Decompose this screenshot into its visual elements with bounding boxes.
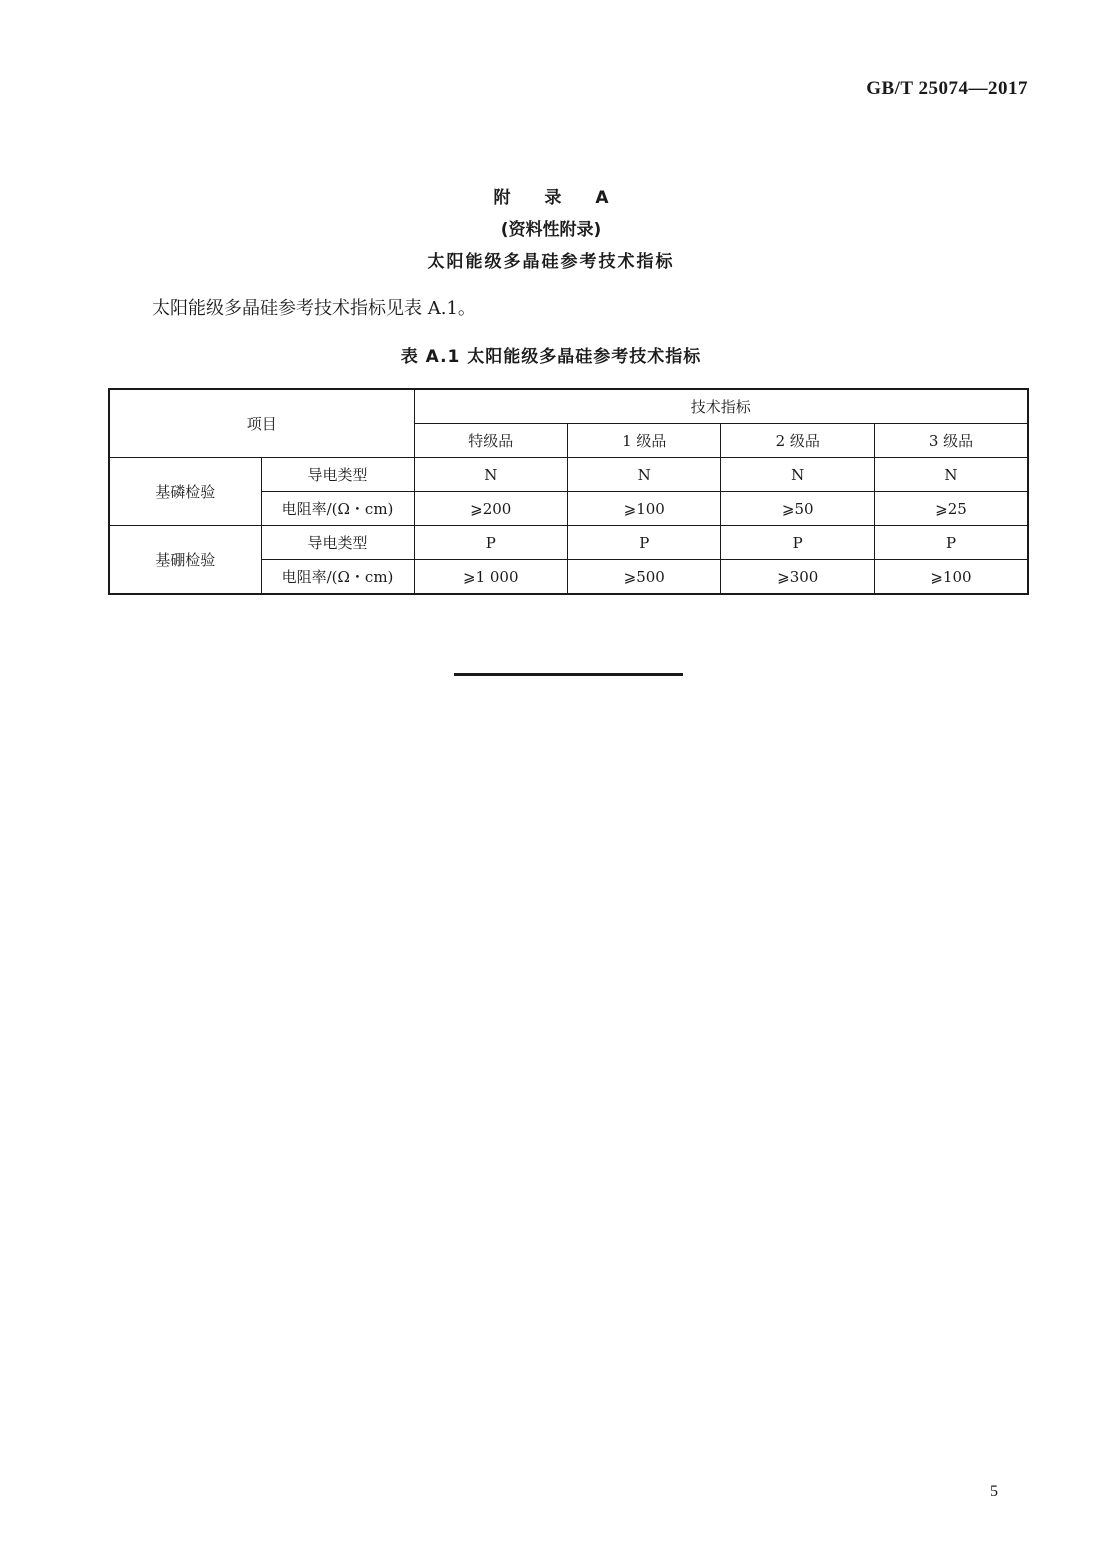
value-cell: P <box>414 526 567 560</box>
value-cell: N <box>414 458 567 492</box>
spec-header-cell: 技术指标 <box>414 389 1028 424</box>
value-cell: P <box>721 526 874 560</box>
grade-header-cell: 特级品 <box>414 424 567 458</box>
value-cell: N <box>874 458 1028 492</box>
value-cell: ⩾300 <box>721 560 874 595</box>
table-row <box>109 526 1028 560</box>
group-label-cell: 基磷检验 <box>109 458 261 526</box>
spec-table <box>108 388 1029 595</box>
grade-header-cell: 1 级品 <box>568 424 721 458</box>
grade-header-cell: 2 级品 <box>721 424 874 458</box>
table-header-row <box>109 389 1028 424</box>
grade-header-cell: 3 级品 <box>874 424 1028 458</box>
row-label-cell: 电阻率/(Ω・cm) <box>261 492 414 526</box>
appendix-type: (资料性附录) <box>500 220 602 240</box>
row-label-cell: 导电类型 <box>261 458 414 492</box>
appendix-heading: 太阳能级多晶硅参考技术指标 <box>427 252 675 272</box>
table-row <box>109 458 1028 492</box>
value-cell: ⩾50 <box>721 492 874 526</box>
row-label-cell: 电阻率/(Ω・cm) <box>261 560 414 595</box>
value-cell: ⩾100 <box>568 492 721 526</box>
intro-paragraph: 太阳能级多晶硅参考技术指标见表 A.1。 <box>152 298 476 319</box>
group-label-cell: 基硼检验 <box>109 526 261 595</box>
page-number: 5 <box>990 1483 998 1500</box>
value-cell: N <box>721 458 874 492</box>
value-cell: ⩾100 <box>874 560 1028 595</box>
end-rule <box>454 673 683 676</box>
item-header-cell: 项目 <box>109 389 414 458</box>
value-cell: P <box>568 526 721 560</box>
row-label-cell: 导电类型 <box>261 526 414 560</box>
value-cell: P <box>874 526 1028 560</box>
value-cell: ⩾200 <box>414 492 567 526</box>
value-cell: N <box>568 458 721 492</box>
table-caption: 表 A.1 太阳能级多晶硅参考技术指标 <box>400 347 702 367</box>
value-cell: ⩾25 <box>874 492 1028 526</box>
appendix-title: 附 录 A <box>493 188 623 208</box>
value-cell: ⩾1 000 <box>414 560 567 595</box>
value-cell: ⩾500 <box>568 560 721 595</box>
standard-code: GB/T 25074—2017 <box>866 78 1028 99</box>
